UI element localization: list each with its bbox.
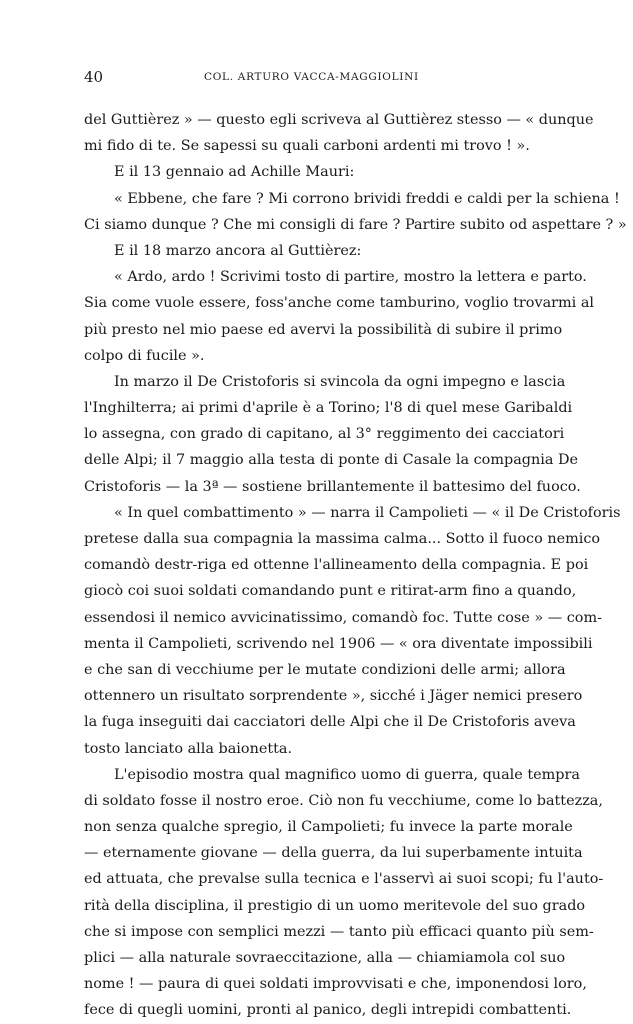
text-line: colpo di fucile ».	[84, 347, 205, 364]
text-line: delle Alpi; il 7 maggio alla testa di ponte di Casale la compagnia De	[84, 452, 579, 469]
text-line: E il 13 gennaio ad Achille Mauri:	[114, 164, 355, 181]
text-line: essendosi il nemico avvicinatissimo, comandò foc. Tutte cose » — com-	[84, 609, 602, 626]
text-line: Ci siamo dunque ? Che mi consigli di fare ? Partire subito od aspettare ? »	[84, 216, 627, 233]
text-line: Sia come vuole essere, foss'anche come tamburino, voglio trovarmi al	[84, 295, 595, 312]
text-line: l'Inghilterra; ai primi d'aprile è a Torino; l'8 di quel mese Garibaldi	[84, 400, 573, 417]
text-line: di soldato fosse il nostro eroe. Ciò non fu vecchiume, come lo battezza,	[84, 792, 603, 809]
text-line: « Ardo, ardo ! Scrivimi tosto di partire, mostro la lettera e parto.	[114, 269, 587, 286]
text-line: e che san di vecchiume per le mutate condizioni delle armi; allora	[84, 661, 566, 678]
text-line: « Ebbene, che fare ? Mi corrono brividi freddi e caldi per la schiena !	[114, 190, 620, 207]
text-line: plici — alla naturale sovraeccitazione, alla — chiamiamola col suo	[84, 950, 566, 966]
text-line: Cristoforis — la 3ª — sostiene brillantemente il battesimo del fuoco.	[84, 478, 581, 495]
running-head	[84, 68, 540, 88]
text-line: ed attuata, che prevalse sulla tecnica e l'asservì ai suoi scopi; fu l'auto-	[84, 871, 604, 888]
text-line: giocò coi suoi soldati comandando punt e ritirat-arm fino a quando,	[84, 583, 577, 600]
text-line: nome ! — paura di quei soldati improvvisati e che, imponendosi loro,	[84, 976, 587, 993]
text-line: menta il Campolieti, scrivendo nel 1906 — « ora diventate impossibili	[84, 635, 593, 652]
text-line: pretese dalla sua compagnia la massima calma... Sotto il fuoco nemico	[84, 531, 601, 547]
text-line: mi fido di te. Se sapessi su quali carboni ardenti mi trovo ! ».	[84, 138, 530, 155]
text-line: tosto lanciato alla baionetta.	[84, 740, 293, 757]
text-line: del Guttièrez » — questo egli scriveva al Guttièrez stesso — « dunque	[84, 112, 594, 128]
text-line: la fuga inseguiti dai cacciatori delle Alpi che il De Cristoforis aveva	[84, 714, 576, 731]
text-line: In marzo il De Cristoforis si svincola da ogni impegno e lascia	[114, 373, 566, 390]
text-line: E il 18 marzo ancora al Guttièrez:	[114, 242, 362, 259]
text-line: che si impose con semplici mezzi — tanto più efficaci quanto più sem-	[84, 923, 594, 940]
text-line: più presto nel mio paese ed avervi la possibilità di subire il primo	[84, 321, 563, 338]
body-text	[84, 107, 627, 1024]
text-line: « In quel combattimento » — narra il Campolieti — « il De Cristoforis	[114, 504, 621, 521]
running-title: COL. ARTURO VACCA-MAGGIOLINI	[204, 71, 419, 83]
text-line: L'episodio mostra qual magnifico uomo di guerra, quale tempra	[114, 766, 580, 783]
text-line: non senza qualche spregio, il Campolieti; fu invece la parte morale	[84, 819, 573, 836]
text-line: lo assegna, con grado di capitano, al 3° reggimento dei cacciatori	[84, 426, 565, 443]
text-line: rità della disciplina, il prestigio di un uomo meritevole del suo grado	[84, 897, 586, 914]
page-number: 40	[84, 68, 104, 86]
text-line: comandò destr-riga ed ottenne l'allineamento della compagnia. E poi	[84, 557, 589, 574]
text-line: fece di quegli uomini, pronti al panico, degli intrepidi combattenti.	[84, 1002, 572, 1019]
text-line: — eternamente giovane — della guerra, da lui superbamente intuita	[84, 845, 583, 862]
text-line: ottennero un risultato sorprendente », sicché i Jäger nemici presero	[84, 688, 583, 705]
